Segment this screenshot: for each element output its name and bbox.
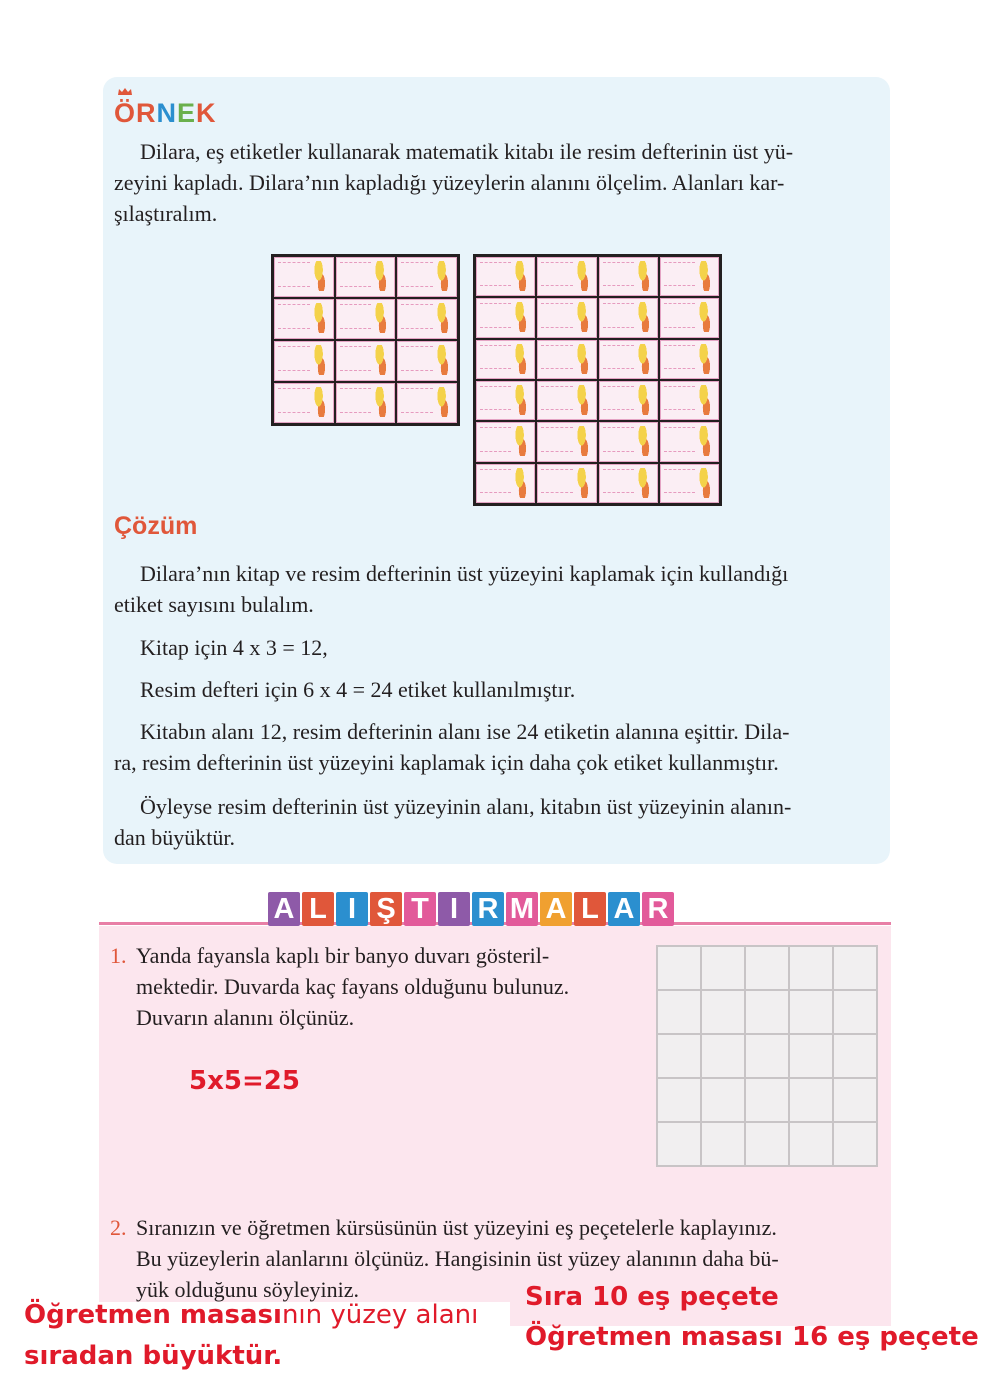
solution-paragraph-2 <box>114 716 876 778</box>
sticker <box>599 381 658 420</box>
sticker <box>599 464 658 503</box>
wall-tile <box>702 1035 744 1077</box>
answer-q1: 5x5=25 <box>189 1066 300 1096</box>
exercises-header <box>268 892 674 926</box>
header-letter-tile: L <box>302 892 334 926</box>
wall-tile <box>790 947 832 989</box>
example-intro <box>114 136 876 229</box>
q2-line: Sıranızın ve öğretmen kürsüsünün üst yüzeyini eş peçetelerle kaplayınız. <box>136 1215 777 1240</box>
sticker <box>599 340 658 379</box>
solution-paragraph-1 <box>114 558 876 620</box>
intro-line: şılaştıralım. <box>114 201 218 226</box>
solution-line: dan büyüktür. <box>114 825 235 850</box>
header-letter-tile: Ş <box>370 892 402 926</box>
wall-tile <box>834 991 876 1033</box>
q1-line: Yanda fayansla kaplı bir banyo duvarı gösteril- <box>136 943 550 968</box>
header-letter-tile: A <box>540 892 572 926</box>
title-letter: R <box>136 98 157 128</box>
title-letter: K <box>196 98 217 128</box>
sticker <box>274 383 334 423</box>
header-letter-tile: R <box>642 892 674 926</box>
header-letter-tile: I <box>438 892 470 926</box>
wall-tile <box>702 1123 744 1165</box>
sticker <box>537 464 596 503</box>
wall-tile <box>790 991 832 1033</box>
sticker <box>476 381 535 420</box>
wall-tile <box>658 1079 700 1121</box>
wall-tile <box>790 1079 832 1121</box>
solution-paragraph-3 <box>114 791 876 853</box>
answer-q2-right-line1: Sıra 10 eş peçete <box>525 1282 779 1312</box>
wall-tile <box>834 1035 876 1077</box>
wall-tile <box>658 1035 700 1077</box>
wall-tile <box>702 991 744 1033</box>
wall-tile <box>658 947 700 989</box>
header-letter-tile: R <box>472 892 504 926</box>
wall-tile <box>746 1123 788 1165</box>
sticker <box>537 340 596 379</box>
sticker <box>397 341 457 381</box>
sticker <box>537 422 596 461</box>
example-title <box>114 98 217 129</box>
sticker <box>660 464 719 503</box>
sticker <box>660 257 719 296</box>
wall-tile <box>658 1123 700 1165</box>
wall-tile <box>834 1123 876 1165</box>
sticker <box>599 422 658 461</box>
sticker <box>660 298 719 337</box>
answer-q2-plain: nın yüzey alanı <box>281 1300 479 1330</box>
sticker <box>274 299 334 339</box>
answer-q2-left <box>24 1300 478 1330</box>
sticker <box>660 422 719 461</box>
solution-title: Çözüm <box>114 512 198 540</box>
sticker <box>476 298 535 337</box>
header-letter-tile: A <box>608 892 640 926</box>
title-letter: E <box>177 98 197 128</box>
sticker <box>660 381 719 420</box>
book-sticker-grid <box>271 254 460 426</box>
question-2-number <box>110 1212 127 1243</box>
sticker <box>537 257 596 296</box>
sticker <box>397 299 457 339</box>
wall-tile <box>746 991 788 1033</box>
sticker <box>660 340 719 379</box>
crown-icon <box>117 88 133 96</box>
wall-tile <box>746 1035 788 1077</box>
wall-tile <box>746 947 788 989</box>
intro-line: Dilara, eş etiketler kullanarak matematik kitabı ile resim defterinin üst yü- <box>140 139 794 164</box>
sticker <box>274 341 334 381</box>
wall-tile <box>702 1079 744 1121</box>
question-1-number <box>110 940 127 971</box>
header-letter-tile: A <box>268 892 300 926</box>
bathroom-tile-wall <box>656 945 878 1167</box>
sticker <box>336 341 396 381</box>
q2-line: Bu yüzeylerin alanlarını ölçünüz. Hangisinin üst yüzey alanının daha bü- <box>136 1246 779 1271</box>
solution-line: etiket sayısını bulalım. <box>114 592 314 617</box>
q1-line: Duvarın alanını ölçünüz. <box>136 1005 355 1030</box>
question-1-text <box>136 940 630 1033</box>
q1-line: mektedir. Duvarda kaç fayans olduğunu bulunuz. <box>136 974 570 999</box>
notebook-calculation: Resim defteri için 6 x 4 = 24 etiket kullanılmıştır. <box>140 677 576 702</box>
sticker <box>336 257 396 297</box>
sticker <box>336 299 396 339</box>
sticker <box>476 422 535 461</box>
book-calculation: Kitap için 4 x 3 = 12, <box>140 635 328 660</box>
sticker <box>397 257 457 297</box>
sticker <box>476 340 535 379</box>
wall-tile <box>834 1079 876 1121</box>
wall-tile <box>658 991 700 1033</box>
sticker <box>599 298 658 337</box>
header-letter-tile: T <box>404 892 436 926</box>
solution-line: Öyleyse resim defterinin üst yüzeyinin alanı, kitabın üst yüzeyinin alanın- <box>140 794 792 819</box>
answer-q2-bold: Öğretmen masası <box>24 1300 282 1330</box>
answer-q2-right-line2: Öğretmen masası 16 eş peçete <box>525 1322 979 1352</box>
intro-line: zeyini kapladı. Dilara’nın kapladığı yüzeylerin alanını ölçelim. Alanları kar- <box>114 170 785 195</box>
sticker <box>397 383 457 423</box>
q1-number: 1. <box>110 943 127 968</box>
wall-tile <box>790 1035 832 1077</box>
sticker <box>537 381 596 420</box>
wall-tile <box>746 1079 788 1121</box>
solution-line: Dilara’nın kitap ve resim defterinin üst yüzeyini kaplamak için kullandığı <box>140 561 789 586</box>
q2-line: yük olduğunu söyleyiniz. <box>136 1277 360 1302</box>
sticker <box>599 257 658 296</box>
answer-q2-left-line2: sıradan büyüktür. <box>24 1341 283 1371</box>
title-letter: N <box>156 98 178 128</box>
solution-line: ra, resim defterinin üst yüzeyini kaplamak için daha çok etiket kullanmıştır. <box>114 750 779 775</box>
header-letter-tile: L <box>574 892 606 926</box>
wall-tile <box>702 947 744 989</box>
sticker <box>476 257 535 296</box>
sticker <box>336 383 396 423</box>
q2-number: 2. <box>110 1215 127 1240</box>
solution-line: Kitabın alanı 12, resim defterinin alanı ise 24 etiketin alanına eşittir. Dila- <box>140 719 790 744</box>
wall-tile <box>790 1123 832 1165</box>
wall-tile <box>834 947 876 989</box>
title-letter: Ö <box>114 98 137 128</box>
sticker <box>476 464 535 503</box>
sticker <box>537 298 596 337</box>
header-letter-tile: M <box>506 892 538 926</box>
header-letter-tile: I <box>336 892 368 926</box>
notebook-sticker-grid <box>473 254 722 506</box>
sticker <box>274 257 334 297</box>
